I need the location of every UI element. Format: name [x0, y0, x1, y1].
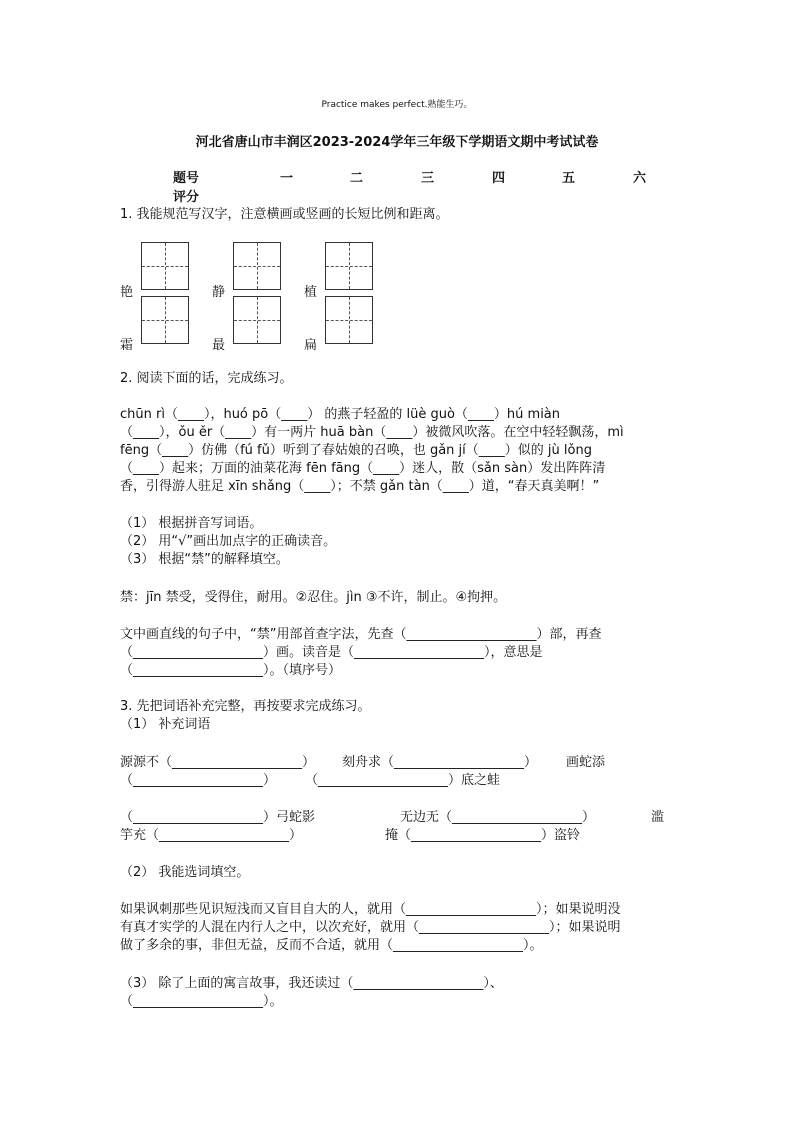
- idiom-text: 画蛇添: [566, 755, 606, 770]
- passage-line: chūn rì（____），huó pō（____） 的燕子轻盈的 lüè guò（____）hú miàn: [120, 407, 561, 422]
- idiom-blank[interactable]: 掩（____________________）盗铃: [385, 828, 581, 843]
- writing-grid[interactable]: [233, 242, 281, 290]
- q2-prompt: 2. 阅读下面的话，完成练习。: [120, 371, 293, 386]
- idiom-blank[interactable]: 无边无（____________________）: [400, 810, 596, 825]
- q1-char: 霜: [120, 338, 134, 353]
- q3-sub1: （1） 补充词语: [120, 717, 211, 732]
- writing-grid[interactable]: [233, 296, 281, 344]
- fill-line[interactable]: 文中画直线的句子中，“禁”用部首查字法，先查（____________________）部，再查: [120, 627, 602, 642]
- passage-line: （____）起来；万面的油菜花海 fēn fāng（____）迷人，散（sǎn sàn）发出阵阵清: [120, 461, 606, 476]
- q1-char: 最: [212, 338, 226, 353]
- q2-sub1: （1） 根据拼音写词语。: [120, 516, 263, 531]
- definition: 禁：jīn 禁受，受得住，耐用。②忍住。jìn ③不许，制止。④拘押。: [120, 590, 507, 605]
- q3-sub2: （2） 我能选词填空。: [120, 865, 250, 880]
- passage-line: fēng（____）仿佛（fú fǔ）听到了春姑娘的召唤，也 gǎn jí（____）似的 jù lǒng: [120, 443, 592, 458]
- writing-grid[interactable]: [325, 296, 373, 344]
- passage-line: 香，引得游人驻足 xīn shǎng（____）；不禁 gǎn tàn（____）道，“春天真美啊！”: [120, 479, 600, 494]
- score-label: 评分: [173, 190, 200, 205]
- fill-line[interactable]: 做了多余的事，非但无益，反而不合适，就用（____________________）。: [120, 938, 543, 953]
- fill-line[interactable]: （3） 除了上面的寓言故事，我还读过（____________________）、: [120, 976, 503, 991]
- q3-prompt: 3. 先把词语补充完整，再按要求完成练习。: [120, 699, 371, 714]
- q2-sub3: （3） 根据“禁”的解释填空。: [120, 552, 289, 567]
- score-row-label: 题号: [173, 171, 200, 186]
- page-motto: Practice makes perfect.熟能生巧。: [321, 100, 473, 110]
- score-col-6: 六: [633, 171, 647, 186]
- idiom-blank[interactable]: （____________________）: [120, 773, 277, 788]
- q1-char: 静: [212, 285, 226, 300]
- fill-line[interactable]: （____________________）画。读音是（____________________），意思是: [120, 645, 543, 660]
- fill-line[interactable]: 有真才实学的人混在内行人之中，以次充好，就用（____________________）；如果说明: [120, 920, 621, 935]
- page-title: 河北省唐山市丰润区2023-2024学年三年级下学期语文期中考试试卷: [195, 135, 599, 150]
- fill-line[interactable]: （____________________）。: [120, 994, 283, 1009]
- q1-char: 植: [304, 285, 318, 300]
- q2-sub2: （2） 用“√”画出加点字的正确读音。: [120, 534, 337, 549]
- fill-line[interactable]: （____________________）。（填序号）: [120, 663, 342, 678]
- q1-prompt: 1. 我能规范写汉字，注意横画或竖画的长短比例和距离。: [120, 207, 449, 222]
- idiom-blank[interactable]: 源源不（____________________）: [120, 755, 316, 770]
- score-col-1: 一: [280, 171, 294, 186]
- fill-line[interactable]: 如果讽刺那些见识短浅而又盲目自大的人，就用（____________________）；如果说明没: [120, 902, 621, 917]
- score-col-5: 五: [562, 171, 576, 186]
- idiom-blank[interactable]: 刻舟求（____________________）: [342, 755, 538, 770]
- passage-line: （____），ǒu ěr（____）有一两片 huā bàn（____）被微风吹落。在空中轻轻飘荡，mì: [120, 425, 624, 440]
- q1-char: 艳: [120, 285, 134, 300]
- score-col-2: 二: [350, 171, 364, 186]
- idiom-blank[interactable]: （____________________）底之蛙: [305, 773, 501, 788]
- idiom-blank[interactable]: 竽充（____________________）: [120, 828, 303, 843]
- q1-char: 扁: [304, 338, 318, 353]
- score-col-3: 三: [421, 171, 435, 186]
- idiom-blank[interactable]: （____________________）弓蛇影: [120, 810, 316, 825]
- writing-grid[interactable]: [325, 242, 373, 290]
- idiom-text: 滥: [651, 810, 665, 825]
- writing-grid[interactable]: [141, 296, 189, 344]
- score-col-4: 四: [492, 171, 506, 186]
- writing-grid[interactable]: [141, 242, 189, 290]
